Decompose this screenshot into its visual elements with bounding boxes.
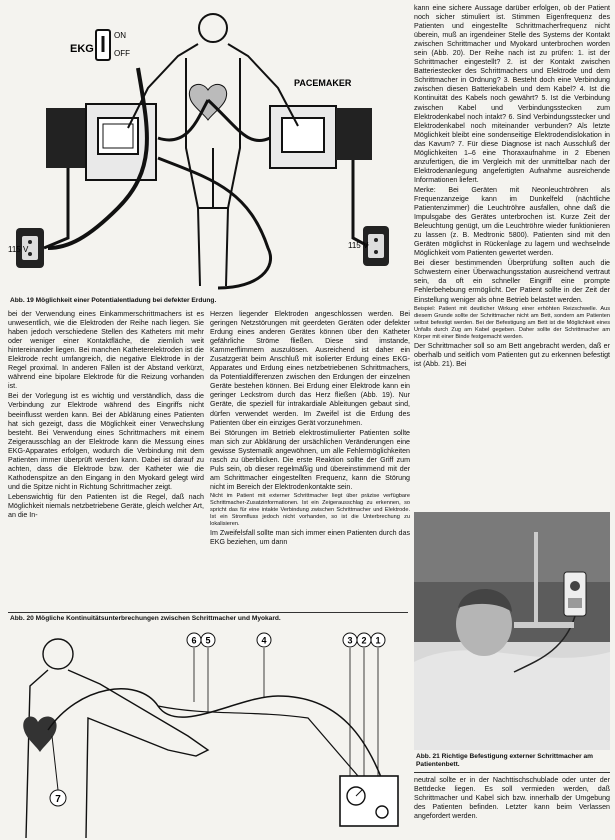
- voltage-right-label: 115 V: [348, 241, 369, 250]
- col1-paragraph-2: Bei der Vorlegung ist es wichtig und verständlich, dass die Verbindung zur Elektrode während des Eingriffs nicht beeinflusst werden kann. Bei der Abklärung eines Patienten hat sich gezeigt, dass die Möglichkeit einer Verwechslung besteht. Bei Verwendung eines Schrittmachers mit einem Zeigerausschlag an der Elektrode kann die Messung eines EKG-Apparates erfolgen, wodurch die Verbindung mit dem Patienten immer überprüft werden kann. Dabei ist darauf zu achten, dass die Elektrode bzw. der Katheter wie die Kathodenspitze an den Eingang in den Myokard gelegt wird und die Spitze nicht in Richtung Schrittmacher zeigt.: [8, 392, 204, 491]
- col2-paragraph-2: Bei Störungen im Betrieb elektrostimulierter Patienten sollte man sich zur Abklärung der ursächlichen Veränderungen eine gewisse Systematik angewöhnen, um alle Fehlermöglichkeiten rasch zu überblicken. Die erste Reaktion sollte der Griff zum Puls sein, ob dieser regelmäßig und übereinstimmend mit der am Schrittmacher eingestellten Frequenz, kann die Störung nicht im Bereich der Elektrodenkontakte sein.: [210, 428, 410, 491]
- ekg-label: EKG: [70, 43, 94, 55]
- column-2: [210, 310, 410, 614]
- pacemaker-label: PACEMAKER: [294, 78, 352, 88]
- marker-4: [257, 633, 271, 647]
- ekg-device: [46, 104, 156, 180]
- lead-cable: [48, 689, 388, 796]
- col2-small-print: Nicht im Patient mit externer Schrittmacher liegt über präzise verfügbare Schrittmacher-Zusatzinformationen. Ist ein Zeigerausschlag zu erkennen, so spricht das für eine intakte Verbindung zwischen Schrittmacher und Elektrode. Ist ein Stromfluss jedoch nicht vorhanden, so ist die Unterbrechung zu lokalisieren.: [210, 492, 410, 527]
- svg-text:4: 4: [261, 635, 267, 646]
- pacemaker-icon: [564, 572, 586, 616]
- marker-6: [187, 633, 201, 647]
- figure-continuity-breaks: [8, 626, 408, 838]
- svg-text:6: 6: [191, 635, 197, 646]
- torso-outline: [26, 639, 208, 838]
- col3-paragraph-4: Der Schrittmacher soll so am Bett angebracht werden, daß er oberhalb und seitlich vom Patienten gut zu erkennen befestigt ist (Abb. 21). Bei: [414, 341, 610, 368]
- svg-text:2: 2: [361, 635, 367, 646]
- photo-patient-bed: [414, 512, 610, 750]
- column-1: [8, 310, 204, 614]
- svg-text:5: 5: [205, 635, 211, 646]
- col3-small-print: Beispiel: Patient mit deutlicher Wirkung einer erhöhten Reizschwelle. Aus diesem Grunde sollte der Schrittmacher nicht am Bett, sondern am Patienten selbst befestigt werden. Bei der Befestigung am Bett ist die Möglichkeit eines Unfalls durch Zug am Kabel gegeben. Daher sollte der Schrittmacher am Körper mit einer Binde festgemacht werden.: [414, 305, 610, 340]
- col2-paragraph-1: Herzen liegender Elektroden angeschlossen werden. Bei geringen Netzstörungen mit geerdeten Geräten oder defekter Erdung eines anderen Gerätes können über den Katheter gefährliche Ströme fließen. Diese sind imstande, Kammerflimmern auszulösen. Ausreichend ist daher ein Zusatzgerät beim Anschluß mit isolierter Erdung eines EKG-Apparates und Erdung eines netzbetriebenen Schrittmachers, da Potentialdifferenzen zwischen den Erdungen der einzelnen Geräte bestehen können. Bei Erdung einer Elektrode kann ein geringer Leckstrom durch das Herz fließen (Abb. 19). Nur Geräte, die speziell für intrakardiale Ableitungen gebaut sind, dürfen verwendet werden. Im Zweifel ist die Erdung des Patienten über ein einziges Gerät vorzunehmen.: [210, 310, 410, 427]
- pointer-7: [52, 736, 58, 790]
- caption-fig20-text: Mögliche Kontinuitätsunterbrechungen zwischen Schrittmacher und Myokard.: [35, 615, 281, 622]
- marker-1: [371, 633, 385, 647]
- switch-off-label: OFF: [114, 49, 130, 58]
- external-pacemaker-icon: [340, 776, 398, 826]
- caption-fig19-number: Abb. 19: [10, 297, 34, 304]
- caption-fig19-text: Möglichkeit einer Potentialentladung bei defekter Erdung.: [35, 297, 217, 304]
- caption-fig21: [416, 753, 608, 769]
- column-3-bottom: [414, 776, 610, 838]
- switch-on-label: ON: [114, 31, 126, 40]
- marker-3: [343, 633, 357, 647]
- marker-7: [50, 790, 66, 806]
- voltage-left-label: 115 V: [8, 245, 29, 254]
- col3-paragraph-3: Bei dieser bestimmenden Überprüfung sollten auch die Schwestern einer Überwachungsstation ausreichend vertraut sein, da oft ein schneller Eingriff eine prompte Fehlerbehebung ermöglicht. Der Patient sollte in der Zeit der Einstellung weniger als ohne Betrieb belastet werden.: [414, 259, 610, 304]
- caption-fig20: [10, 615, 410, 623]
- marker-2: [357, 633, 371, 647]
- col2-paragraph-3: Im Zweifelsfall sollte man sich immer einen Patienten durch das EKG beziehen, um dann: [210, 528, 410, 546]
- col3-paragraph-1: kann eine sichere Aussage darüber erfolgen, ob der Patient noch sicher stimuliert ist. Stimmen Eigenfrequenz des Patienten und eingestellte Schrittmacherfrequenz nicht überein, muß an irgendeiner Stelle des Systems der Kontakt zwischen Schrittmacher und Myokard unterbrochen worden sein (Abb. 20). Der Reihe nach ist zu prüfen: 1. ist der Schrittmacher eingestellt? 2. ist der Kontakt zwischen Batteriestecker des Schrittmachers und Elektrode und dem Schrittmacher in Ordnung? 3. Besteht doch eine Verbindung zwischen diesen Batteriekabeln und dem Kabel? 4. Ist die Kontinuität des Kabels noch gewährt? 5. Ist die Verbindung zwischen Kabel und Verbindungsstecken zum Elektrodenkabel noch intakt? 6. Sind Verbindungsstecker und Elektrodenkabel noch miteinander verbunden? Als letzte Möglichkeit bleibt eine sondenseitige Elektrodendislokation in das Kavum? 7. Für diese Diagnose ist nach Ausschluß der Möglichkeiten 1–6 eine Thoraxaufnahme in 2 Ebenen anzufertigen, die im Vergleich mit der unmittelbar nach der Elektrodenanlegung angefertigten Aufnahme ausreichende Informationen liefert.: [414, 4, 610, 184]
- svg-text:3: 3: [347, 635, 353, 646]
- pacemaker-device: [270, 106, 372, 168]
- caption-fig21-number: Abb. 21: [416, 753, 440, 760]
- col1-paragraph-1: bei der Verwendung eines Einkammerschrittmachers ist es unwesentlich, wie die Elektroden der Reihe nach liegen. Sie haben jedoch verschiedene Stellen des Katheters mit mehr oder weniger einer Kontaktfläche, die ziemlich weit hintereinander liegen. Bei manchen Katheterelektroden ist die Elektrode recht umfangreich, die negative Elektrode in der Regel proximal. In anderen Fällen ist der Abstand verkürzt, während eine bipolare Elektrode für die Reizung vorhanden ist.: [8, 310, 204, 391]
- on-off-switch-icon: [96, 30, 110, 60]
- caption-fig20-number: Abb. 20: [10, 615, 34, 622]
- col3-paragraph-2: Merke: Bei Geräten mit Neonleuchtröhren als Frequenzanzeige kann im Dunkelfeld (nächtliche Patientenzimmer) die Leuchtröhre ausfallen, ohne daß die Impulsgabe des Gerätes unterbrochen ist. Kurze Zeit der Beleuchtung genügt, um die Leuchtröhre wieder funktionieren zu lassen (z. B. Medtronic 5800). Patienten sind mit den Geräten möglichst in Rückenlage zu lagern und wechselnde Möglichkeit vom Patienten gewertet werden.: [414, 185, 610, 258]
- svg-text:1: 1: [375, 635, 381, 646]
- divider-fig20: [8, 612, 408, 613]
- col1-paragraph-3: Lebenswichtig für den Patienten ist die Regel, daß nach Möglichkeit niemals netzbetriebene Geräte, gleich welcher Art, an die In-: [8, 492, 204, 520]
- column-3: [414, 4, 610, 512]
- caption-fig21-text: Richtige Befestigung externer Schrittmacher am Patientenbett.: [416, 753, 594, 768]
- col3-bottom-paragraph: neutral sollte er in der Nachttischschublade oder unter der Bettdecke liegen. Es soll vermieden werden, daß Schrittmacher und Kabel sich bzw. innerhalb der Umgebung des Patienten befinden. Letzter kann beim Verlassen angefordert werden.: [414, 776, 610, 821]
- figure-potential-discharge: [8, 8, 408, 300]
- divider-bottom-right: [414, 772, 610, 773]
- marker-5: [201, 633, 215, 647]
- svg-text:7: 7: [55, 794, 61, 805]
- caption-fig19: [10, 297, 410, 305]
